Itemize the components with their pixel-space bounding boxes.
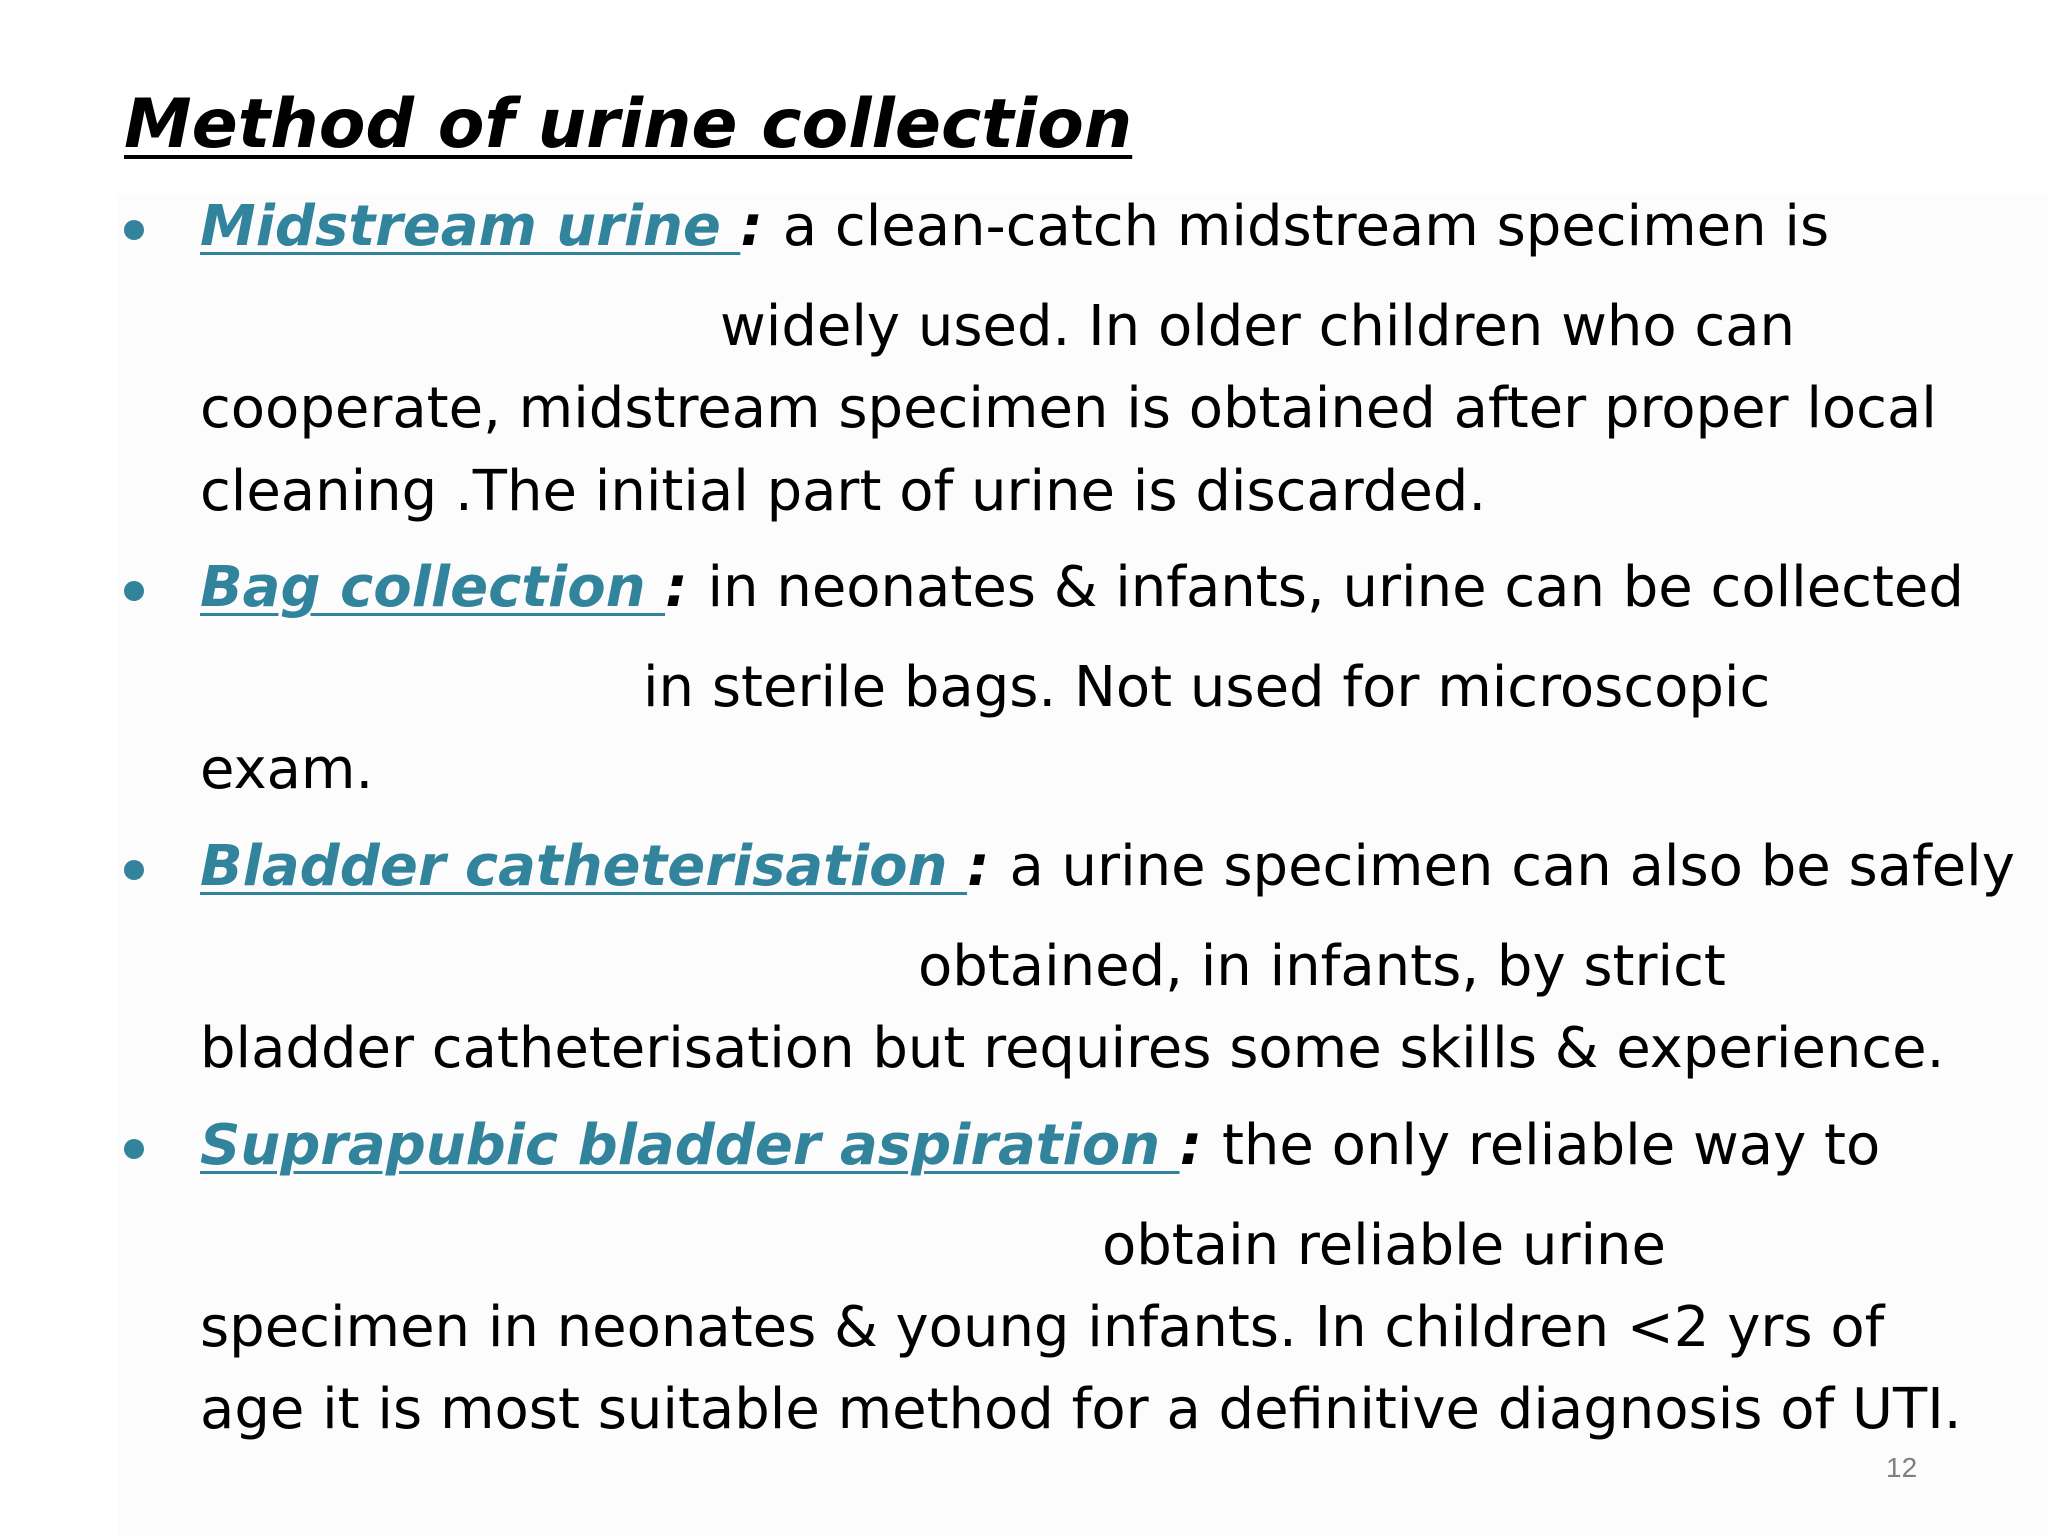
bullet-separator: : (1179, 1113, 1202, 1178)
slide-title: Method of urine collection (124, 85, 1133, 164)
bullet-term: Suprapubic bladder aspiration (200, 1113, 1180, 1178)
bullet-icon (124, 220, 144, 240)
bullet-continuation-line: obtained, in infants, by strict (918, 934, 1726, 999)
bullet-icon (124, 860, 144, 880)
bullet-continuation-line: cooperate, midstream specimen is obtained after proper local (200, 376, 1937, 441)
bullet-continuation-line: widely used. In older children who can (720, 294, 1796, 359)
bullet-continuation-line: bladder catheterisation but requires some skills & experience. (200, 1016, 1945, 1081)
bullet-icon (124, 1139, 144, 1159)
page-number: 12 (1886, 1452, 1918, 1483)
bullet-bladder-catheterisation (200, 833, 2015, 900)
bullet-separator: : (967, 834, 990, 899)
bullet-text: in neonates & infants, urine can be collected (707, 555, 1964, 620)
bullet-bag-collection (200, 554, 1964, 621)
bullet-term: Bag collection (200, 555, 666, 620)
bullet-separator: : (665, 555, 688, 620)
bullet-continuation-line: specimen in neonates & young infants. In children <2 yrs of (200, 1295, 1885, 1360)
bullet-text: a clean-catch midstream specimen is (782, 194, 1830, 259)
bullet-icon (124, 581, 144, 601)
bullet-text: a urine specimen can also be safely (1009, 834, 2015, 899)
bullet-continuation-line: in sterile bags. Not used for microscopic (643, 655, 1771, 720)
bullet-continuation-line: exam. (200, 737, 374, 802)
bullet-suprapubic-bladder-aspiration (200, 1112, 1880, 1179)
bullet-continuation-line: age it is most suitable method for a definitive diagnosis of UTI. (200, 1377, 1962, 1442)
bullet-term: Midstream urine (200, 194, 741, 259)
bullet-separator: : (740, 194, 763, 259)
bullet-text: the only reliable way to (1221, 1113, 1881, 1178)
bullet-continuation-line: obtain reliable urine (1102, 1213, 1666, 1278)
bullet-midstream-urine (200, 193, 1829, 260)
bullet-term: Bladder catheterisation (200, 834, 968, 899)
bullet-continuation-line: cleaning .The initial part of urine is discarded. (200, 459, 1487, 524)
